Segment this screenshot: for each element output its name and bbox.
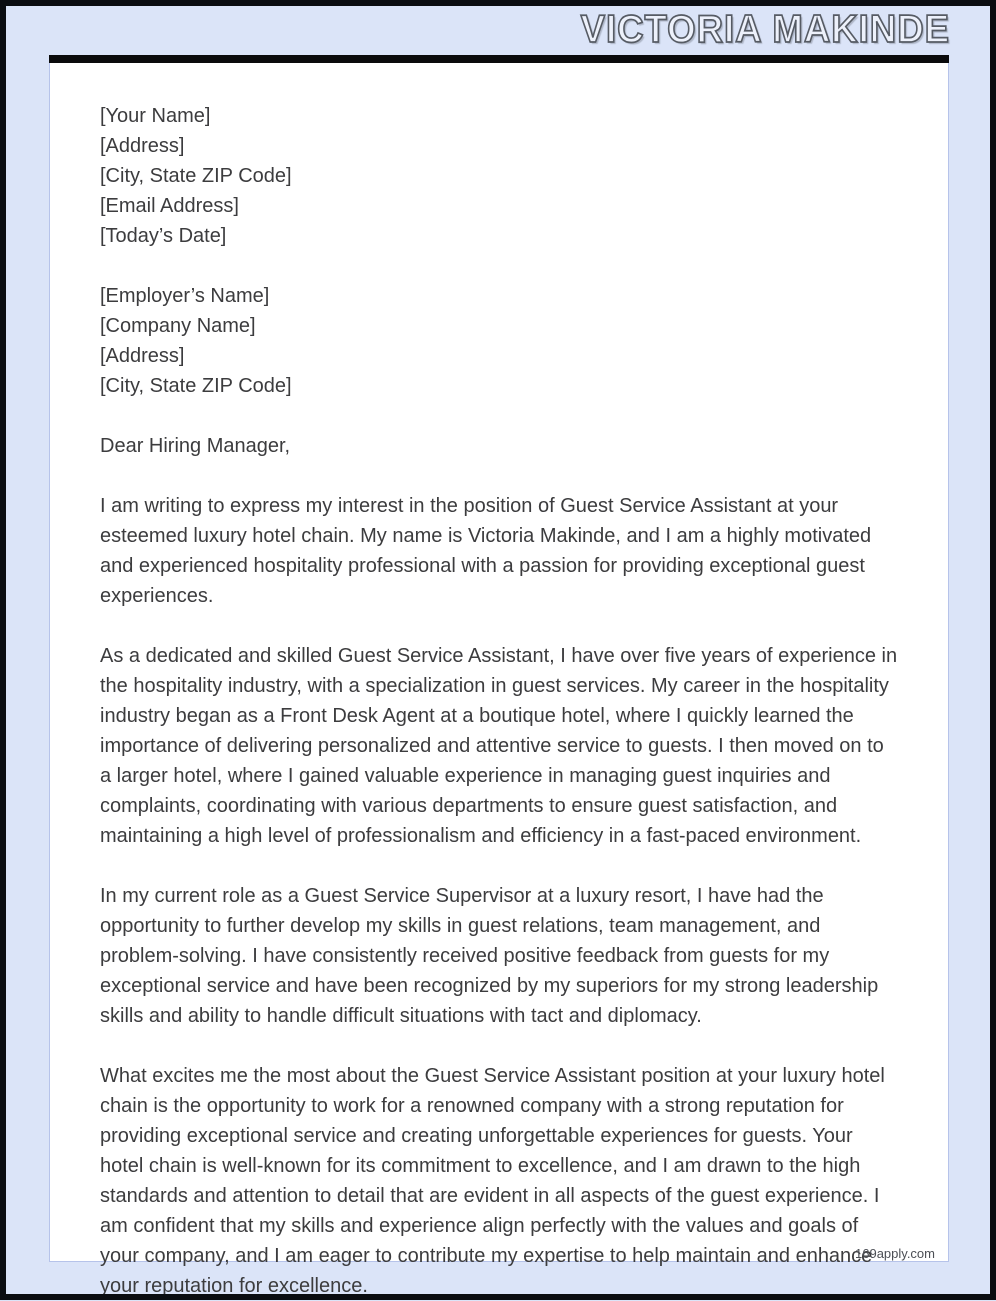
text-line: What excites me the most about the Guest Service Assistant position at your luxury hotel (100, 1065, 885, 1087)
text-line: [City, State ZIP Code] (100, 375, 292, 397)
paragraph-experience (100, 641, 898, 851)
text-line: opportunity to further develop my skills in guest relations, team management, and (100, 915, 821, 937)
text-line: [Address] (100, 135, 185, 157)
paragraph-intro (100, 491, 898, 611)
text-line: and experienced hospitality professional with a passion for providing exceptional guest (100, 555, 865, 577)
text-line: [Employer’s Name] (100, 285, 270, 307)
text-line: problem-solving. I have consistently received positive feedback from guests for my (100, 945, 830, 967)
text-line: hotel chain is well-known for its commitment to excellence, and I am drawn to the high (100, 1155, 861, 1177)
text-line: experiences. (100, 585, 214, 607)
text-line: a larger hotel, where I gained valuable experience in managing guest inquiries and (100, 765, 831, 787)
text-line: [Email Address] (100, 195, 239, 217)
letter-content (50, 56, 948, 1301)
paragraph-current-role (100, 881, 898, 1031)
letter-page (49, 55, 949, 1297)
text-line: providing exceptional service and creating unforgettable experiences for guests. Your (100, 1125, 853, 1147)
sender-address-block (100, 101, 898, 251)
text-line: [City, State ZIP Code] (100, 165, 292, 187)
text-line: industry began as a Front Desk Agent at a boutique hotel, where I quickly learned the (100, 705, 854, 727)
text-line: esteemed luxury hotel chain. My name is Victoria Makinde, and I am a highly motivated (100, 525, 872, 547)
text-line: [Today’s Date] (100, 225, 227, 247)
employer-address-block (100, 281, 898, 401)
text-line: exceptional service and have been recognized by my superiors for my strong leadership (100, 975, 879, 997)
page-title: VICTORIA MAKINDE (580, 8, 950, 51)
text-line: I am writing to express my interest in the position of Guest Service Assistant at your (100, 495, 839, 517)
text-line: your reputation for excellence. (100, 1275, 368, 1297)
text-line: skills and ability to handle difficult situations with tact and diplomacy. (100, 1005, 702, 1027)
salutation: Dear Hiring Manager, (100, 435, 291, 457)
text-line: complaints, coordinating with various departments to ensure guest satisfaction, and (100, 795, 838, 817)
text-line: standards and attention to detail that are evident in all aspects of the guest experience. I (100, 1185, 880, 1207)
text-line: [Company Name] (100, 315, 256, 337)
text-line: the hospitality industry, with a specialization in guest services. My career in the hospitality (100, 675, 889, 697)
text-line: [Your Name] (100, 105, 211, 127)
watermark-text: 169apply.com (855, 1246, 935, 1261)
text-line: chain is the opportunity to work for a renowned company with a strong reputation for (100, 1095, 844, 1117)
text-line: your company, and I am eager to contribute my expertise to help maintain and enhance (100, 1245, 873, 1267)
text-line: [Address] (100, 345, 185, 367)
text-line: maintaining a high level of professionalism and efficiency in a fast-paced environment. (100, 825, 862, 847)
text-line: am confident that my skills and experience align perfectly with the values and goals of (100, 1215, 859, 1237)
text-line: importance of delivering personalized and attentive service to guests. I then moved on to (100, 735, 884, 757)
text-line: As a dedicated and skilled Guest Service Assistant, I have over five years of experience in (100, 645, 898, 667)
text-line: In my current role as a Guest Service Supervisor at a luxury resort, I have had the (100, 885, 824, 907)
paragraph-motivation (100, 1061, 898, 1301)
